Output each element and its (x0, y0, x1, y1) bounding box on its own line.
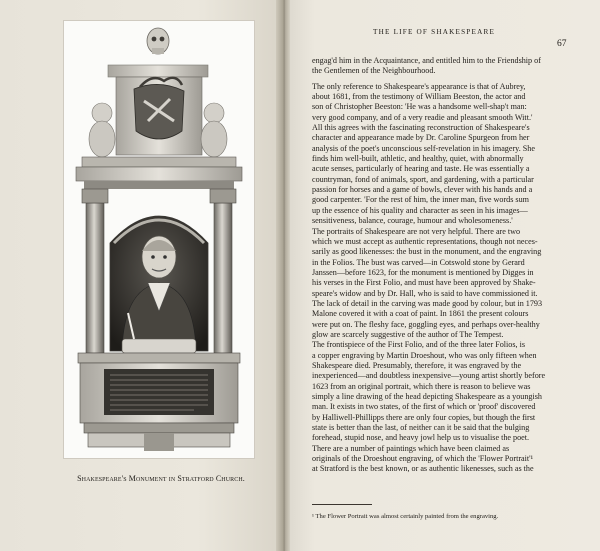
text-line: which we must accept as authentic representations, though not neces- (312, 236, 538, 246)
text-line: countryman, fond of animals, sport, and gardening, with a particular (312, 174, 534, 184)
text-line: very good company, and of a very readie and pleasant smooth Witt.' (312, 112, 533, 122)
text-line: simply a line drawing of the head depicting Shakespeare as a youngish (312, 392, 542, 401)
running-head: THE LIFE OF SHAKESPEARE (373, 28, 496, 36)
text-line: character and appearance made by Dr. Caroline Spurgeon from her (312, 133, 530, 143)
text-line: The frontispiece of the First Folio, and of the three later Folios, is (312, 340, 526, 350)
text-line: 1623 from an original portrait, which there is reason to believe was (312, 381, 531, 391)
text-line: All this agrees with the fascinating reconstruction of Shakespeare's (312, 123, 530, 133)
text-line: sensitiveness, balance, courage, humour and wholesomeness.' (312, 216, 513, 226)
text-line: Shakespeare died. Presumably, therefore, it was engraved by the (312, 360, 522, 370)
text-line: his verses in the First Folio, and must have been approved by Shake- (312, 278, 536, 288)
text-line: originals of the Droeshout engraving, of which the 'Flower Portrait'¹ (312, 454, 534, 464)
plate-caption: Shakespeare's Monument in Stratford Church. (77, 474, 245, 483)
text-line: finds him well-built, athletic, and healthy, quiet, with abnormally (312, 154, 524, 164)
text-line: sarily as good likenesses: the bust in the monument, and the engraving (312, 247, 542, 257)
page-number: 67 (557, 39, 567, 49)
text-line: passion for horses and a game of bowls, clever with his hands and a (312, 185, 533, 195)
text-line: a copper engraving by Martin Droeshout, who was only fifteen when (312, 350, 537, 360)
text-line: acute senses, particularly of hearing and taste. He was essentially a (312, 164, 530, 174)
monument-illustration (64, 21, 254, 458)
text-line: glow are scarcely suggestive of the author of The Tempest. (312, 329, 504, 339)
text-line: The portraits of Shakespeare are not very helpful. There are two (312, 226, 521, 236)
footnote: ¹ The Flower Portrait was almost certainly painted from the engraving. (312, 513, 499, 520)
text-line: forehead, stupid nose, and heavy jowl help us to visualise the poet. (312, 433, 530, 443)
text-line: man. It exists in two states, of the first of which or 'proof' discovered (312, 402, 536, 412)
text-line: The lack of detail in the carving was made good by colour, but in 1793 (312, 298, 543, 308)
text-line: speare's widow and by Dr. Hall, who is said to have commissioned it. (312, 288, 538, 298)
text-line: Malone covered it with a coat of paint. In 1861 the present colours (312, 309, 529, 319)
text-line: in the Folios. The bust was carved—in Cotswold stone by Gerard (312, 257, 525, 267)
monument-plate-image (63, 20, 255, 459)
text-line: were put on. The fleshy face, goggling eyes, and perhaps over-healthy (312, 319, 540, 329)
text-line: up the essence of his quality and character as seen in his images— (312, 205, 528, 215)
text-line: about 1681, from the testimony of William Beeston, the actor and (312, 92, 526, 102)
text-line: son of Christopher Beeston: 'He was a handsome well-shap't man: (312, 102, 527, 112)
body-text (312, 56, 567, 475)
text-line: inexperienced—and doubtless inexpensive—young artist shortly before (312, 371, 546, 381)
text-line: at Stratford is the best known, or as authentic likenesses, such as the (312, 464, 534, 474)
text-line: by Halliwell-Phillipps there are only four copies, but though the first (312, 412, 536, 422)
footnote-rule (312, 504, 372, 505)
text-line: analysis of the poet's unconscious self-revelation in his imagery. She (312, 143, 535, 153)
text-line: the Gentlemen of the Neighbourhood. (312, 66, 436, 76)
text-line: state is better than the last, of neither can it be said that the bulging (312, 423, 530, 433)
text-line: There are a number of paintings which have been claimed as (312, 443, 510, 453)
text-line: engag'd him in the Acquaintance, and entitled him to the Friendship of (312, 56, 541, 65)
text-line: good carpenter. 'For the rest of him, the inner man, five words sum (312, 195, 529, 205)
text-line: Janssen—before 1623, for the monument is mentioned by Digges in (312, 267, 534, 277)
text-line: The only reference to Shakespeare's appearance is that of Aubrey, (312, 81, 526, 91)
